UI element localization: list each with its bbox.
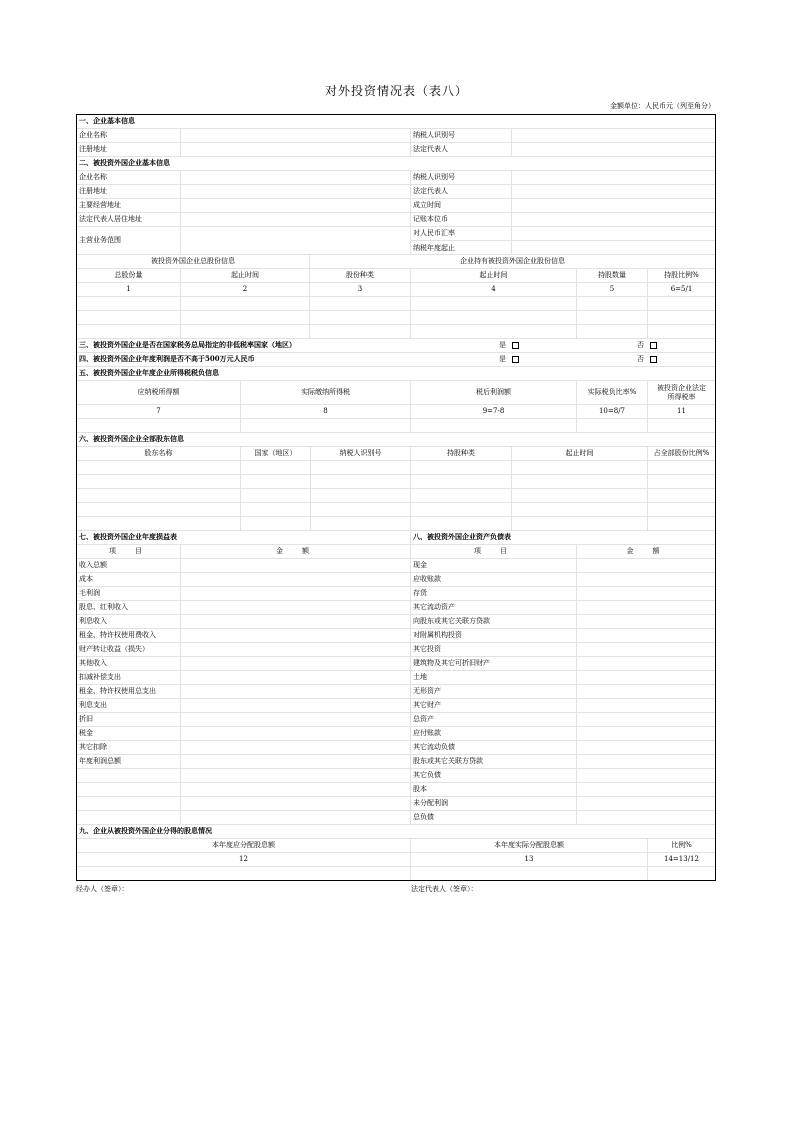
s2-founded-label: 成立时间 <box>410 199 511 212</box>
s7-amount-cell[interactable] <box>180 797 410 810</box>
s7-item-label: 折旧 <box>79 715 93 724</box>
ledger-row <box>77 573 715 587</box>
s2-cell[interactable] <box>410 311 576 324</box>
s6-data-row <box>77 461 715 475</box>
s9-num-1: 12 <box>239 855 248 864</box>
s7-item-label: 年度利润总额 <box>79 757 121 766</box>
s9-data-row <box>77 867 715 880</box>
s6-cell[interactable] <box>77 517 240 530</box>
s7-s8-header-row <box>77 531 715 545</box>
s5-num-1: 7 <box>156 407 161 416</box>
s8-amount-cell[interactable] <box>576 629 715 642</box>
s3-no-checkbox[interactable] <box>650 342 657 349</box>
s7-amount-cell[interactable] <box>180 629 410 642</box>
section5-header: 五、被投资外国企业年度企业所得税税负信息 <box>79 368 219 378</box>
section5-header-row <box>77 367 715 381</box>
s7-amount-cell[interactable] <box>180 783 410 796</box>
currency-unit-note: 金额单位：人民币元（列至角分） <box>610 102 715 110</box>
s6-cell[interactable] <box>240 475 310 488</box>
s9-num-2: 13 <box>410 853 647 866</box>
s2-bizaddr-value[interactable] <box>180 199 410 212</box>
section7-header: 七、被投资外国企业年度损益表 <box>79 532 177 542</box>
s3-no-option[interactable] <box>635 339 715 352</box>
s6-cell[interactable] <box>647 475 715 488</box>
investment-form <box>76 114 716 881</box>
s8-amount-cell[interactable] <box>576 755 715 768</box>
s8-amount-cell[interactable] <box>576 615 715 628</box>
s1-taxid-value[interactable] <box>511 129 715 142</box>
s5-cell[interactable] <box>77 419 240 432</box>
s1-addr-value[interactable] <box>180 143 410 156</box>
s7-amount-cell[interactable] <box>180 811 410 824</box>
s6-cell[interactable] <box>511 517 647 530</box>
s5-nums-row <box>77 405 715 419</box>
section9-header: 九、企业从被投资外国企业分得的股息情况 <box>79 826 212 836</box>
s2-group-row <box>77 255 715 269</box>
s8-item-label: 其它财产 <box>410 699 576 712</box>
s6-cell[interactable] <box>647 503 715 516</box>
s2-fx-value[interactable] <box>511 227 715 241</box>
s7-col-item <box>77 545 180 558</box>
s8-amount-cell[interactable] <box>576 769 715 782</box>
ledger-row <box>77 811 715 825</box>
s2-fx-label: 对人民币汇率 <box>410 227 511 241</box>
s9-nums-row <box>77 853 715 867</box>
s4-no-label: 否 <box>637 355 644 364</box>
s8-amount-cell[interactable] <box>576 671 715 684</box>
s7-amount-cell[interactable] <box>180 643 410 656</box>
s8-amount-cell[interactable] <box>576 685 715 698</box>
s7-item-label <box>77 797 180 810</box>
s8-col-amount-text: 金 额 <box>626 547 666 556</box>
s7-s8-cols-row <box>77 545 715 559</box>
s7-col-amount <box>180 545 410 558</box>
s6-cell[interactable] <box>647 461 715 474</box>
s7-col-amount-text: 金 额 <box>276 547 315 556</box>
s7-item-label <box>77 783 180 796</box>
s2-num-1: 1 <box>126 285 131 294</box>
s8-amount-cell[interactable] <box>576 713 715 726</box>
s7-amount-cell[interactable] <box>180 727 410 740</box>
ledger-row <box>77 657 715 671</box>
s1-row-name <box>77 129 715 143</box>
ledger-row <box>77 741 715 755</box>
s8-col-item-text: 项 目 <box>474 547 513 556</box>
s7-col-item-text: 项 目 <box>109 547 148 556</box>
s8-amount-cell[interactable] <box>576 783 715 796</box>
s2-cell[interactable] <box>180 311 309 324</box>
s2-num-4: 4 <box>410 283 576 296</box>
s8-amount-cell[interactable] <box>576 587 715 600</box>
ledger-row <box>77 587 715 601</box>
s7-item-label <box>77 811 180 824</box>
s9-col-3: 比例% <box>647 839 715 852</box>
s8-amount-cell[interactable] <box>576 559 715 572</box>
s7-amount-cell[interactable] <box>180 741 410 754</box>
s7-item-label: 利息收入 <box>79 617 107 626</box>
s1-row-addr <box>77 143 715 157</box>
s6-cell[interactable] <box>647 489 715 502</box>
s2-row-name <box>77 171 715 185</box>
s5-col-2: 实际缴纳所得税 <box>240 381 410 404</box>
s8-amount-cell[interactable] <box>576 727 715 740</box>
s6-cols-row <box>77 447 715 461</box>
s6-cell[interactable] <box>511 461 647 474</box>
s2-cell[interactable] <box>180 297 309 310</box>
section6-header-row <box>77 433 715 447</box>
s5-cell[interactable] <box>647 419 715 432</box>
ledger-row <box>77 629 715 643</box>
s6-cell[interactable] <box>647 517 715 530</box>
s7-item-label: 税金 <box>79 729 93 738</box>
s2-row-bizaddr <box>77 199 715 213</box>
s6-col-1: 股东名称 <box>144 449 173 458</box>
s8-item-label: 现金 <box>410 559 576 572</box>
s5-col-4: 实际税负比率% <box>576 381 647 404</box>
s5-data-row <box>77 419 715 433</box>
s7-item-label: 租金、特许权使用总支出 <box>79 687 156 696</box>
s2-cols-row <box>77 269 715 283</box>
s2-cell[interactable] <box>309 325 410 338</box>
section2-header-row <box>77 157 715 171</box>
s8-amount-cell[interactable] <box>576 811 715 824</box>
s5-num-2: 8 <box>240 405 410 418</box>
s7-amount-cell[interactable] <box>180 671 410 684</box>
ledger-row <box>77 559 715 573</box>
section3-question: 三、被投资外国企业是否在国家税务总局指定的非低税率国家（地区） <box>79 340 296 350</box>
s6-cell[interactable] <box>410 489 511 502</box>
s2-data-row <box>77 325 715 339</box>
s6-cell[interactable] <box>410 503 511 516</box>
s7-amount-cell[interactable] <box>180 685 410 698</box>
s8-item-label: 股东或其它关联方贷款 <box>410 755 576 768</box>
s8-amount-cell[interactable] <box>576 643 715 656</box>
s2-col-4: 起止时间 <box>410 269 576 282</box>
s8-item-label: 其它投资 <box>410 643 576 656</box>
s8-col-amount <box>576 545 715 558</box>
s7-item-label <box>77 769 180 782</box>
s7-amount-cell[interactable] <box>180 587 410 600</box>
s2-cell[interactable] <box>410 297 576 310</box>
s2-bizaddr-label: 主要经营地址 <box>79 201 121 210</box>
s2-group-total: 被投资外国企业总股份信息 <box>151 257 235 266</box>
s7-item-label: 股息、红利收入 <box>79 603 128 612</box>
s9-col-1: 本年度应分配股息额 <box>212 841 275 850</box>
s4-yes-checkbox[interactable] <box>512 356 519 363</box>
s7-item-label: 毛利润 <box>79 589 100 598</box>
s2-cell[interactable] <box>647 325 715 338</box>
s6-cell[interactable] <box>410 461 511 474</box>
s8-col-item <box>410 545 576 558</box>
s6-cell[interactable] <box>77 461 240 474</box>
s7-amount-cell[interactable] <box>180 615 410 628</box>
s2-name-value[interactable] <box>180 171 410 184</box>
s1-addr-label: 注册地址 <box>79 145 107 154</box>
s2-cell[interactable] <box>309 311 410 324</box>
s2-num-5: 5 <box>576 283 647 296</box>
s8-amount-cell[interactable] <box>576 741 715 754</box>
s2-cell[interactable] <box>576 325 647 338</box>
s2-data-row <box>77 311 715 325</box>
s8-item-label: 对附属机构投资 <box>410 629 576 642</box>
s2-addr-label: 注册地址 <box>79 187 107 196</box>
s2-cell[interactable] <box>647 311 715 324</box>
s2-legal-label: 法定代表人 <box>410 185 511 198</box>
s4-no-checkbox[interactable] <box>650 356 657 363</box>
s7-amount-cell[interactable] <box>180 601 410 614</box>
s9-cols-row <box>77 839 715 853</box>
s2-year-value[interactable] <box>511 241 715 255</box>
ledger-row <box>77 727 715 741</box>
s8-item-label: 建筑物及其它可折旧财产 <box>410 657 576 670</box>
s2-col-6: 持股比例% <box>647 269 715 282</box>
s2-col-3: 股份种类 <box>309 269 410 282</box>
s1-name-value[interactable] <box>180 129 410 142</box>
s2-cell[interactable] <box>180 325 309 338</box>
s6-cell[interactable] <box>511 475 647 488</box>
s9-cell[interactable] <box>410 867 647 880</box>
s6-data-row <box>77 475 715 489</box>
agent-signature: 经办人（签章）： <box>76 885 129 893</box>
s7-amount-cell[interactable] <box>180 559 410 572</box>
s2-num-3: 3 <box>309 283 410 296</box>
s2-legal-res-label: 法定代表人居住地址 <box>79 215 142 224</box>
s7-item-label: 其它扣除 <box>79 743 107 752</box>
s2-legal-res-value[interactable] <box>180 213 410 226</box>
s5-col-1: 应纳税所得额 <box>137 388 180 397</box>
s8-item-label: 应收账款 <box>410 573 576 586</box>
s8-item-label: 存货 <box>410 587 576 600</box>
s9-cell[interactable] <box>647 867 715 880</box>
ledger-row <box>77 797 715 811</box>
s1-taxid-label: 纳税人识别号 <box>410 129 511 142</box>
s2-cell[interactable] <box>647 297 715 310</box>
section4-question: 四、被投资外国企业年度利润是否不高于500万元人民币 <box>79 354 255 364</box>
s2-currency-label: 记账本位币 <box>410 213 511 226</box>
s9-col-2: 本年度实际分配股息额 <box>410 839 647 852</box>
s5-col-3: 税后利润额 <box>410 381 576 404</box>
s2-legal-value[interactable] <box>511 185 715 198</box>
ledger-row <box>77 671 715 685</box>
s2-row-addr <box>77 185 715 199</box>
s8-item-label: 总资产 <box>410 713 576 726</box>
s6-cell[interactable] <box>511 489 647 502</box>
s8-item-label: 其它负债 <box>410 769 576 782</box>
s7-item-label: 成本 <box>79 575 93 584</box>
s8-item-label: 总负债 <box>410 811 576 824</box>
s6-data-row <box>77 503 715 517</box>
section1-header: 一、企业基本信息 <box>79 116 135 126</box>
s7-amount-cell[interactable] <box>180 713 410 726</box>
s3-yes-label: 是 <box>499 341 506 350</box>
s2-col-2: 起止时间 <box>180 269 309 282</box>
section1-header-row <box>77 115 715 129</box>
s6-col-2: 国家（地区） <box>240 447 310 460</box>
s7-amount-cell[interactable] <box>180 573 410 586</box>
s6-data-row <box>77 517 715 531</box>
section4-row <box>77 353 715 367</box>
s5-cols-row <box>77 381 715 405</box>
s5-num-3: 9=7-8 <box>410 405 576 418</box>
s7-item-label: 收入总额 <box>79 561 107 570</box>
s6-cell[interactable] <box>310 475 410 488</box>
s2-cell[interactable] <box>77 325 180 338</box>
s7-item-label: 其他收入 <box>79 659 107 668</box>
ledger-row <box>77 769 715 783</box>
s6-cell[interactable] <box>77 489 240 502</box>
s8-amount-cell[interactable] <box>576 797 715 810</box>
s3-yes-option[interactable] <box>497 339 647 352</box>
ledger-row <box>77 643 715 657</box>
s6-cell[interactable] <box>410 517 511 530</box>
s3-yes-checkbox[interactable] <box>512 342 519 349</box>
s8-amount-cell[interactable] <box>576 657 715 670</box>
s8-amount-cell[interactable] <box>576 601 715 614</box>
s2-scope-label: 主营业务范围 <box>79 236 121 245</box>
ledger-row <box>77 699 715 713</box>
s4-no-option[interactable] <box>635 353 715 366</box>
section3-row <box>77 339 715 353</box>
s2-row-legal-res <box>77 213 715 227</box>
s9-cell[interactable] <box>77 867 410 880</box>
s6-cell[interactable] <box>310 489 410 502</box>
s2-cell[interactable] <box>77 311 180 324</box>
s2-cell[interactable] <box>410 325 576 338</box>
s2-num-2: 2 <box>180 283 309 296</box>
s9-num-3: 14=13/12 <box>647 853 715 866</box>
s1-name-label: 企业名称 <box>79 131 107 140</box>
s8-item-label: 股本 <box>410 783 576 796</box>
s2-name-label: 企业名称 <box>79 173 107 182</box>
ledger-row <box>77 685 715 699</box>
section6-header: 六、被投资外国企业全部股东信息 <box>79 434 184 444</box>
s2-cell[interactable] <box>77 297 180 310</box>
s8-item-label: 无形资产 <box>410 685 576 698</box>
s5-cell[interactable] <box>410 419 576 432</box>
s4-yes-label: 是 <box>499 355 506 364</box>
s8-item-label: 土地 <box>410 671 576 684</box>
s7-item-label: 租金、特许权使用费收入 <box>79 631 156 640</box>
s6-cell[interactable] <box>240 517 310 530</box>
s8-item-label: 向股东或其它关联方贷款 <box>410 615 576 628</box>
s8-item-label: 其它流动资产 <box>410 601 576 614</box>
s2-currency-value[interactable] <box>511 213 715 226</box>
s2-taxid-label: 纳税人识别号 <box>410 171 511 184</box>
s2-num-6: 6=5/1 <box>647 283 715 296</box>
legal-rep-signature: 法定代表人（签章）： <box>411 885 478 893</box>
s6-cell[interactable] <box>240 461 310 474</box>
s6-cell[interactable] <box>77 503 240 516</box>
s5-cell[interactable] <box>576 419 647 432</box>
s7-amount-cell[interactable] <box>180 755 410 768</box>
s2-addr-value[interactable] <box>180 185 410 198</box>
s2-scope-value[interactable] <box>180 227 410 254</box>
s2-cell[interactable] <box>576 297 647 310</box>
s6-cell[interactable] <box>511 503 647 516</box>
s6-cell[interactable] <box>77 475 240 488</box>
section8-header: 八、被投资外国企业资产负债表 <box>410 531 715 544</box>
s6-col-3: 纳税人识别号 <box>310 447 410 460</box>
s6-cell[interactable] <box>310 503 410 516</box>
s8-item-label: 应付账款 <box>410 727 576 740</box>
s2-year-label: 纳税年度起止 <box>410 241 511 255</box>
s7-item-label: 利息支出 <box>79 701 107 710</box>
ledger-row <box>77 755 715 769</box>
s2-col-5: 持股数量 <box>576 269 647 282</box>
s2-cell[interactable] <box>576 311 647 324</box>
s1-legal-value[interactable] <box>511 143 715 156</box>
ledger-row <box>77 783 715 797</box>
s6-col-6: 占全部股份比例% <box>647 447 715 460</box>
s2-row-scope <box>77 227 715 255</box>
s6-cell[interactable] <box>240 489 310 502</box>
s7-amount-cell[interactable] <box>180 699 410 712</box>
form-title: 对外投资情况表（表八） <box>324 84 468 98</box>
s2-nums-row <box>77 283 715 297</box>
s2-taxid-value[interactable] <box>511 171 715 184</box>
s7-amount-cell[interactable] <box>180 657 410 670</box>
s6-col-4: 持股种类 <box>410 447 511 460</box>
s8-amount-cell[interactable] <box>576 699 715 712</box>
section9-header-row <box>77 825 715 839</box>
s2-founded-value[interactable] <box>511 199 715 212</box>
section2-header: 二、被投资外国企业基本信息 <box>79 158 170 168</box>
s6-cell[interactable] <box>310 461 410 474</box>
s1-legal-label: 法定代表人 <box>410 143 511 156</box>
s2-data-row <box>77 297 715 311</box>
s5-num-5: 11 <box>647 405 715 418</box>
s6-data-row <box>77 489 715 503</box>
ledger-row <box>77 615 715 629</box>
s6-col-5: 起止时间 <box>511 447 647 460</box>
s7-item-label: 扣减补偿支出 <box>79 673 121 682</box>
s8-item-label: 未分配利润 <box>410 797 576 810</box>
s6-cell[interactable] <box>410 475 511 488</box>
s7-item-label: 财产转让收益（损失） <box>79 645 149 654</box>
ledger-row <box>77 713 715 727</box>
s3-no-label: 否 <box>637 341 644 350</box>
s8-item-label: 其它流动负债 <box>410 741 576 754</box>
s6-cell[interactable] <box>310 517 410 530</box>
s2-col-1: 总股份量 <box>114 271 143 280</box>
ledger-row <box>77 601 715 615</box>
s2-group-held: 企业持有被投资外国企业股份信息 <box>309 255 715 268</box>
s5-num-4: 10=8/7 <box>576 405 647 418</box>
s5-cell[interactable] <box>240 419 410 432</box>
s4-yes-option[interactable] <box>497 353 647 366</box>
s6-cell[interactable] <box>240 503 310 516</box>
s2-cell[interactable] <box>309 297 410 310</box>
s7-amount-cell[interactable] <box>180 769 410 782</box>
s8-amount-cell[interactable] <box>576 573 715 586</box>
s5-col-5: 被投资企业法定所得税率 <box>647 381 715 404</box>
